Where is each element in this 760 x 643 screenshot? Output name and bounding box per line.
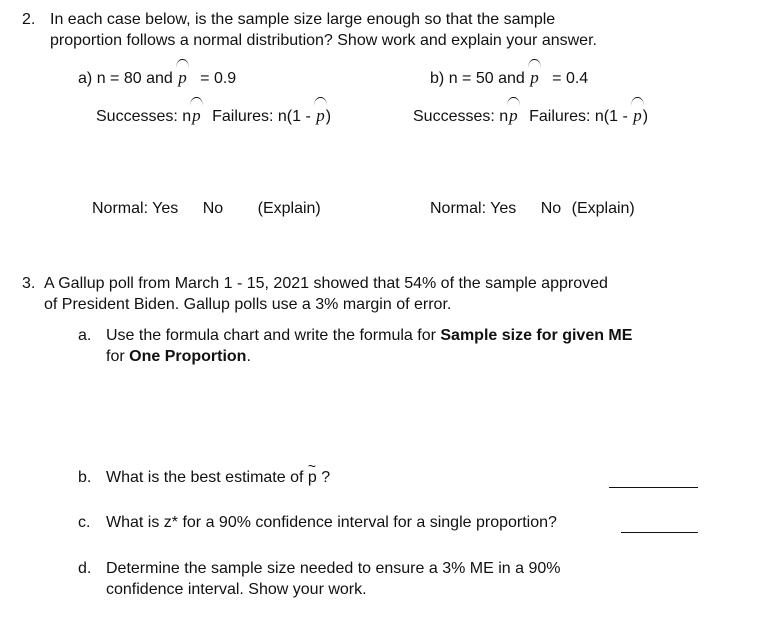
q2b-normal-choice: Normal: Yes No (Explain) <box>430 200 635 217</box>
q2a-normal-choice: Normal: Yes No (Explain) <box>92 200 321 217</box>
q3-text-line2: of President Biden. Gallup polls use a 3% margin of error. <box>44 296 452 313</box>
q3d-label: d. <box>78 560 92 577</box>
q3-number: 3. <box>22 275 36 292</box>
q2a-given: a) n = 80 and p = 0.9 <box>78 68 237 87</box>
p-tilde-symbol: ~ p <box>308 468 317 488</box>
p-hat-symbol: p <box>633 106 642 125</box>
q3a-label: a. <box>78 327 92 344</box>
q3c-label: c. <box>78 514 91 531</box>
q2-number: 2. <box>22 11 36 28</box>
q2a-successes-failures: Successes: np Failures: n(1 - p) <box>96 106 332 125</box>
p-hat-symbol: p <box>178 68 187 87</box>
q3a-bold-one-proportion: One Proportion <box>129 348 247 365</box>
p-hat-symbol: p <box>509 106 518 125</box>
q2-text-line2: proportion follows a normal distribution? Show work and explain your answer. <box>50 32 597 49</box>
p-hat-symbol: p <box>530 68 539 87</box>
q2b-successes-failures: Successes: np Failures: n(1 - p) <box>413 106 649 125</box>
q3b-answer-blank[interactable] <box>609 487 698 488</box>
p-hat-symbol: p <box>316 106 325 125</box>
q3-text-line1: A Gallup poll from March 1 - 15, 2021 showed that 54% of the sample approved <box>44 275 608 292</box>
p-hat-symbol: p <box>192 106 201 125</box>
q3c-question: What is z* for a 90% confidence interval for a single proportion? <box>106 514 557 531</box>
q2-text-line1: In each case below, is the sample size large enough so that the sample <box>50 11 556 28</box>
q3d-line1: Determine the sample size needed to ensure a 3% ME in a 90% <box>106 560 561 577</box>
q3c-answer-blank[interactable] <box>621 532 698 533</box>
q3b-question: What is the best estimate of ~ p ? <box>106 468 330 488</box>
q3a-line1: Use the formula chart and write the formula for Sample size for given ME <box>106 327 633 344</box>
q3b-label: b. <box>78 469 92 486</box>
q2b-given: b) n = 50 and p = 0.4 <box>430 68 589 87</box>
q3d-line2: confidence interval. Show your work. <box>106 581 367 598</box>
q3a-line2: for One Proportion. <box>106 348 251 365</box>
q3a-bold-sample-size: Sample size for given ME <box>440 327 633 344</box>
